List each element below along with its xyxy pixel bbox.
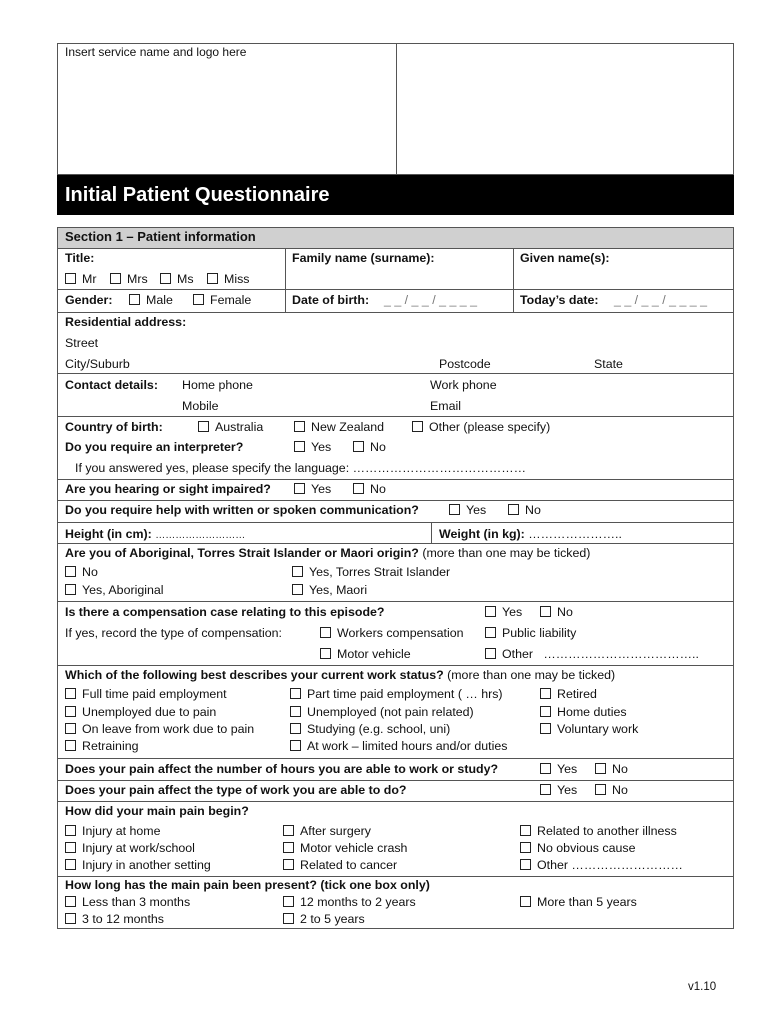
checkbox[interactable]	[65, 723, 76, 734]
comp-option-public[interactable]: Public liability	[485, 626, 576, 640]
origin-option-tsi[interactable]: Yes, Torres Strait Islander	[292, 565, 450, 579]
email-label: Email	[430, 399, 461, 413]
page-title: Initial Patient Questionnaire	[65, 184, 330, 206]
duration-option-12to2y[interactable]: 12 months to 2 years	[283, 895, 416, 909]
work-phone-label: Work phone	[430, 378, 497, 392]
duration-option-lt3[interactable]: Less than 3 months	[65, 895, 190, 909]
checkbox[interactable]	[540, 763, 551, 774]
work-question: Which of the following best describes your current work status? (more than one may be ticked)	[65, 668, 616, 682]
checkbox[interactable]	[540, 723, 551, 734]
family-name-label: Family name (surname):	[292, 251, 435, 265]
work-option-retired[interactable]: Retired	[540, 687, 597, 701]
written-yes[interactable]: Yes	[449, 503, 486, 517]
checkbox[interactable]	[65, 706, 76, 717]
checkbox[interactable]	[540, 606, 551, 617]
checkbox[interactable]	[292, 566, 303, 577]
origin-question: Are you of Aboriginal, Torres Strait Islander or Maori origin? (more than one may be ticked)	[65, 546, 591, 560]
weight-field[interactable]: Weight (in kg): …………………..	[439, 527, 622, 541]
checkbox[interactable]	[508, 504, 519, 515]
checkbox[interactable]	[485, 606, 496, 617]
checkbox[interactable]	[320, 648, 331, 659]
mobile-label: Mobile	[182, 399, 219, 413]
checkbox[interactable]	[520, 842, 531, 853]
checkbox[interactable]	[520, 825, 531, 836]
checkbox[interactable]	[485, 627, 496, 638]
gender-option-male[interactable]: Male	[129, 293, 173, 307]
checkbox[interactable]	[65, 566, 76, 577]
checkbox[interactable]	[65, 842, 76, 853]
compensation-yes[interactable]: Yes	[485, 605, 522, 619]
checkbox[interactable]	[283, 842, 294, 853]
section1-heading: Section 1 – Patient information	[65, 229, 256, 244]
type-yes[interactable]: Yes	[540, 783, 577, 797]
hearing-question: Are you hearing or sight impaired?	[65, 482, 271, 496]
checkbox[interactable]	[110, 273, 121, 284]
comp-option-workers[interactable]: Workers compensation	[320, 626, 463, 640]
origin-option-maori[interactable]: Yes, Maori	[292, 583, 367, 597]
home-phone-label: Home phone	[182, 378, 253, 392]
origin-option-aboriginal[interactable]: Yes, Aboriginal	[65, 583, 164, 597]
checkbox[interactable]	[294, 421, 305, 432]
hours-no[interactable]: No	[595, 762, 628, 776]
work-option-voluntary[interactable]: Voluntary work	[540, 722, 638, 736]
work-option-fulltime[interactable]: Full time paid employment	[65, 687, 227, 701]
checkbox[interactable]	[320, 627, 331, 638]
header-right-box	[396, 43, 734, 175]
checkbox[interactable]	[449, 504, 460, 515]
checkbox[interactable]	[129, 294, 140, 305]
checkbox[interactable]	[595, 763, 606, 774]
checkbox[interactable]	[353, 441, 364, 452]
country-option-other[interactable]: Other (please specify)	[412, 420, 550, 434]
residential-label: Residential address:	[65, 315, 187, 329]
logo-box	[57, 43, 397, 175]
checkbox[interactable]	[283, 825, 294, 836]
title-option-mrs[interactable]: Mrs	[110, 272, 148, 286]
checkbox[interactable]	[292, 584, 303, 595]
checkbox[interactable]	[283, 859, 294, 870]
hearing-no[interactable]: No	[353, 482, 386, 496]
country-option-nz[interactable]: New Zealand	[294, 420, 384, 434]
checkbox[interactable]	[485, 648, 496, 659]
type-question: Does your pain affect the type of work you are able to do?	[65, 783, 407, 797]
checkbox[interactable]	[290, 740, 301, 751]
today-label: Today’s date:	[520, 293, 599, 307]
checkbox[interactable]	[193, 294, 204, 305]
duration-option-3to12[interactable]: 3 to 12 months	[65, 912, 164, 926]
checkbox[interactable]	[65, 740, 76, 751]
checkbox[interactable]	[65, 273, 76, 284]
country-label: Country of birth:	[65, 420, 163, 434]
title-label: Title:	[65, 251, 95, 265]
country-option-australia[interactable]: Australia	[198, 420, 263, 434]
checkbox[interactable]	[353, 483, 364, 494]
comp-option-motor[interactable]: Motor vehicle	[320, 647, 411, 661]
checkbox[interactable]	[290, 706, 301, 717]
checkbox[interactable]	[520, 859, 531, 870]
contact-label: Contact details:	[65, 378, 158, 392]
checkbox[interactable]	[65, 584, 76, 595]
dob-placeholder[interactable]: _ _ / _ _ / _ _ _ _	[384, 293, 477, 307]
gender-option-female[interactable]: Female	[193, 293, 251, 307]
city-label: City/Suburb	[65, 357, 130, 371]
checkbox[interactable]	[65, 688, 76, 699]
interpreter-yes[interactable]: Yes	[294, 440, 331, 454]
duration-option-gt5y[interactable]: More than 5 years	[520, 895, 637, 909]
checkbox[interactable]	[294, 483, 305, 494]
title-option-mr[interactable]: Mr	[65, 272, 96, 286]
work-option-studying[interactable]: Studying (e.g. school, uni)	[290, 722, 450, 736]
postcode-label: Postcode	[439, 357, 491, 371]
begin-question: How did your main pain begin?	[65, 804, 249, 818]
checkbox[interactable]	[290, 723, 301, 734]
type-no[interactable]: No	[595, 783, 628, 797]
logo-placeholder: Insert service name and logo here	[65, 45, 247, 59]
compensation-type-label: If yes, record the type of compensation:	[65, 626, 282, 640]
compensation-no[interactable]: No	[540, 605, 573, 619]
checkbox[interactable]	[65, 825, 76, 836]
checkbox[interactable]	[294, 441, 305, 452]
compensation-question: Is there a compensation case relating to this episode?	[65, 605, 385, 619]
given-name-label: Given name(s):	[520, 251, 610, 265]
begin-option-other[interactable]: Other ………………………	[520, 858, 683, 872]
work-option-retraining[interactable]: Retraining	[65, 739, 138, 753]
duration-question: How long has the main pain been present? (tick one box only)	[65, 878, 430, 892]
checkbox[interactable]	[540, 706, 551, 717]
checkbox[interactable]	[290, 688, 301, 699]
written-no[interactable]: No	[508, 503, 541, 517]
work-option-parttime[interactable]: Part time paid employment ( … hrs)	[290, 687, 503, 701]
checkbox[interactable]	[595, 784, 606, 795]
checkbox[interactable]	[160, 273, 171, 284]
checkbox[interactable]	[65, 913, 76, 924]
work-option-unemployed-pain[interactable]: Unemployed due to pain	[65, 705, 216, 719]
duration-option-2to5y[interactable]: 2 to 5 years	[283, 912, 365, 926]
hours-yes[interactable]: Yes	[540, 762, 577, 776]
checkbox[interactable]	[283, 913, 294, 924]
gender-label: Gender:	[65, 293, 113, 307]
origin-option-no[interactable]: No	[65, 565, 98, 579]
begin-option-cancer[interactable]: Related to cancer	[283, 858, 397, 872]
interpreter-language: If you answered yes, please specify the language: ……………………………………	[75, 461, 527, 475]
checkbox[interactable]	[65, 896, 76, 907]
street-label: Street	[65, 336, 99, 350]
checkbox[interactable]	[412, 421, 423, 432]
checkbox[interactable]	[65, 859, 76, 870]
begin-option-home[interactable]: Injury at home	[65, 824, 161, 838]
checkbox[interactable]	[207, 273, 218, 284]
checkbox[interactable]	[520, 896, 531, 907]
title-option-ms[interactable]: Ms	[160, 272, 194, 286]
today-placeholder[interactable]: _ _ / _ _ / _ _ _ _	[614, 293, 707, 307]
hearing-yes[interactable]: Yes	[294, 482, 331, 496]
checkbox[interactable]	[540, 688, 551, 699]
begin-option-no-cause[interactable]: No obvious cause	[520, 841, 636, 855]
written-question: Do you require help with written or spoken communication?	[65, 503, 419, 517]
checkbox[interactable]	[540, 784, 551, 795]
interpreter-question: Do you require an interpreter?	[65, 440, 244, 454]
checkbox[interactable]	[283, 896, 294, 907]
begin-option-crash[interactable]: Motor vehicle crash	[283, 841, 407, 855]
begin-option-surgery[interactable]: After surgery	[283, 824, 371, 838]
work-option-leave[interactable]: On leave from work due to pain	[65, 722, 254, 736]
height-field[interactable]: Height (in cm): ………………………	[65, 527, 246, 541]
begin-option-work[interactable]: Injury at work/school	[65, 841, 195, 855]
begin-option-illness[interactable]: Related to another illness	[520, 824, 677, 838]
state-label: State	[594, 357, 623, 371]
work-option-limited[interactable]: At work – limited hours and/or duties	[290, 739, 507, 753]
work-option-unemployed-other[interactable]: Unemployed (not pain related)	[290, 705, 474, 719]
interpreter-no[interactable]: No	[353, 440, 386, 454]
title-option-miss[interactable]: Miss	[207, 272, 249, 286]
dob-label: Date of birth:	[292, 293, 370, 307]
begin-option-other-setting[interactable]: Injury in another setting	[65, 858, 211, 872]
checkbox[interactable]	[198, 421, 209, 432]
work-option-home[interactable]: Home duties	[540, 705, 627, 719]
comp-option-other[interactable]: Other ………………………………..	[485, 647, 699, 661]
version-label: v1.10	[688, 981, 717, 993]
hours-question: Does your pain affect the number of hours you are able to work or study?	[65, 762, 499, 776]
